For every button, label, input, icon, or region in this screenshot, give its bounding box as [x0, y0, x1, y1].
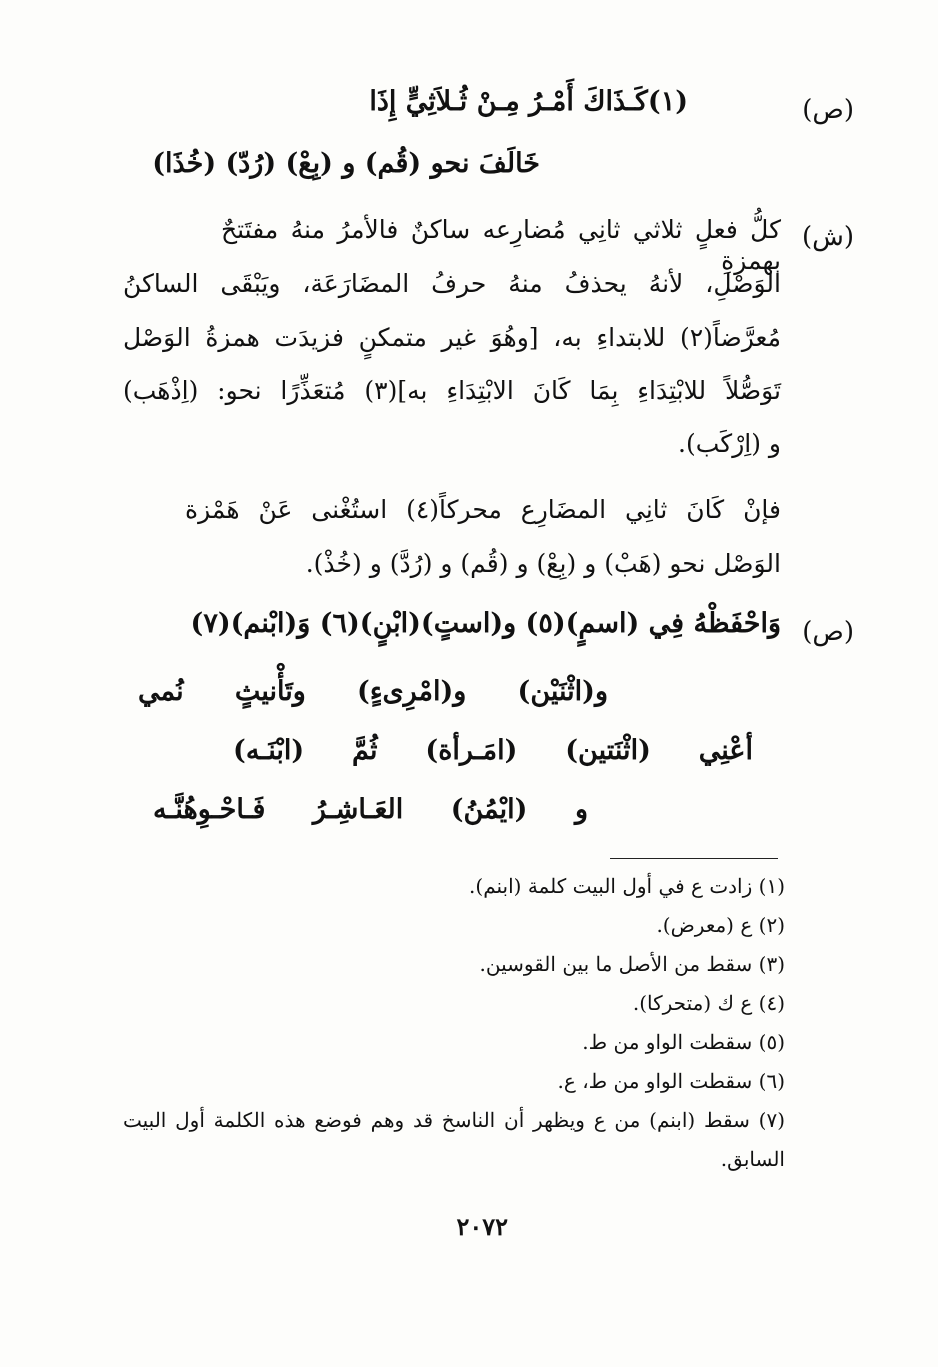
verse-line: خَالَفَ نحو (قُم) و (بِعْ) (رُدّ) (خُذَا)	[152, 148, 540, 179]
footnote-separator	[610, 858, 778, 859]
verse-word: و	[574, 794, 588, 825]
commentary-tag: (ش)	[801, 222, 854, 252]
verse-line: وَاحْفَظْهُ فِي (اسمٍ)(٥) و(استٍ)(ابْنٍ)(٦) وَ(ابْنم)(٧)	[190, 608, 781, 639]
verse-word: العَـاشِـرُ	[312, 794, 404, 825]
commentary-line: الوَصْل نحو (هَبْ) و (بِعْ) و (قُم) و (رُدَّ) و (خُذْ).	[305, 549, 781, 578]
commentary-line: الوَصْلِ، لأنهُ يحذفُ منهُ حرفُ المضَارَعَة، ويَبْقَى الساكنُ	[123, 269, 781, 298]
verse-word: وتَأْنيثٍ	[234, 676, 306, 707]
verse-word: و(امْرِىءٍ)	[357, 676, 467, 707]
page-number: ٢٠٧٢	[456, 1212, 508, 1241]
verse-word: (ايْمُنُ)	[450, 794, 528, 825]
verse-word: ثُمَّ	[352, 735, 378, 766]
verse-word: أعْنِي	[698, 735, 753, 766]
footnote: (٥) سقطت الواو من ط.	[582, 1030, 785, 1054]
commentary-line: كلُّ فعلٍ ثلاثي ثانِي مُضارِعه ساكنٌ فالأمرُ منهُ مفتَتحٌ بهمزةِ	[221, 215, 781, 276]
verse-word: (ابْنَـه)	[233, 735, 305, 766]
verse-word: (امَـرأة)	[425, 735, 518, 766]
commentary-line: تَوَصُّلاً للابْتِدَاءِ بِمَا كَانَ الابْتِدَاءِ به](٣) مُتعَذِّرًا نحو: (اِذْهَب)	[123, 376, 781, 405]
verse-line	[233, 735, 753, 766]
footnote: (٧) سقط (ابنم) من ع ويظهر أن الناسخ قد وهم فوضع هذه الكلمة أول البيت	[123, 1108, 785, 1132]
commentary-line: مُعرَّضاً(٢) للابتداءِ به، [وهُوَ غير متمكنٍ فزيدَت همزةُ الوَصْل	[123, 323, 781, 352]
verse-tag: (ص)	[802, 617, 854, 647]
verse-word: (اثْنَتين)	[565, 735, 651, 766]
footnote: (١) زادت ع في أول البيت كلمة (ابنم).	[469, 874, 785, 898]
footnote: (٤) ع ك (متحركا).	[632, 991, 785, 1015]
commentary-line: فإنْ كَانَ ثانِي المضَارِع محركاً(٤) استُغْنى عَنْ هَمْزة	[185, 495, 781, 524]
footnote: (٢) ع (معرض).	[656, 913, 785, 937]
footnote: (٣) سقط من الأصل ما بين القوسين.	[479, 952, 785, 976]
verse-line	[138, 676, 608, 707]
commentary-line: و (اِرْكَب).	[678, 429, 781, 458]
verse-word: و(اثْنَيْن)	[517, 676, 608, 707]
verse-tag: (ص)	[802, 95, 854, 125]
footnote: (٦) سقطت الواو من ط، ع.	[557, 1069, 785, 1093]
footnote: السابق.	[720, 1147, 785, 1171]
verse-word: فَـاحْـوِهُنَّـه	[153, 794, 266, 825]
verse-line: (١)كَـذَاكَ أَمْـرُ مِـنْ ثُـلاَثِيٍّ إِذَا	[369, 86, 688, 117]
verse-line	[153, 794, 588, 825]
verse-word: نُمي	[138, 676, 184, 707]
